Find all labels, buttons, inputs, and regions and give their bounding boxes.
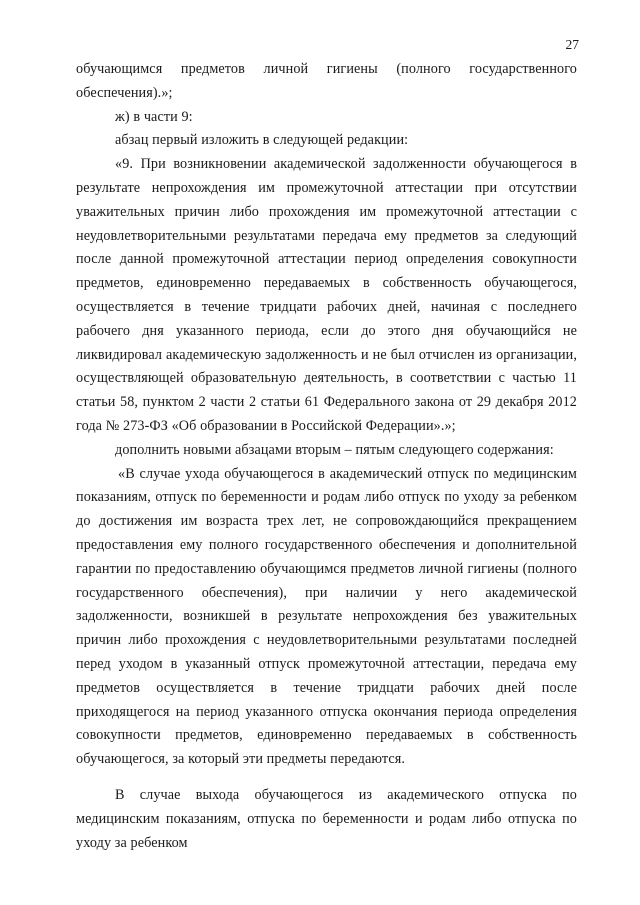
page-number: 27 [565, 37, 579, 52]
paragraph-continuation: обучающимся предметов личной гигиены (полного государственного обеспечения).»; [76, 61, 577, 101]
paragraph-part-9: «9. При возникновении академической задолженности обучающегося в результате непрохождения им промежуточной аттестации при отсутствии уважительных причин либо прохождения им промежуточной аттестации с неудовлетворительными результатами передача ему предметов за следующий после данной промежуточной аттестации период определения совокупности предметов, единовременно передаваемых в собственность обучающегося, осуществляется в течение тридцати рабочих дней, начиная с последнего рабочего дня указанного периода, если до этого дня обучающийся не ликвидировал академическую задолженность и не был отчислен из организации, осуществляющей образовательную деятельность, в соответствии с частью 11 статьи 58, пунктом 2 части 2 статьи 61 Федерального закона от 29 декабря 2012 года № 273-ФЗ «Об образовании в Российской Федерации».»; [76, 156, 577, 434]
paragraph-leave-exit: В случае выхода обучающегося из академического отпуска по медицинским показаниям, отпуска по беременности и родам либо отпуска по уходу за ребенком [76, 786, 577, 851]
paragraph-edit-instruction: абзац первый изложить в следующей редакции: [115, 132, 409, 149]
paragraph-academic-leave: «В случае ухода обучающегося в академический отпуск по медицинским показаниям, отпуск по беременности и родам либо отпуск по уходу за ребенком до достижения им возраста трех лет, не сопровождающийся прекращением предоставления ему полного государственного обеспечения и дополнительной гарантии по предоставлению обучающимся предметов личной гигиены (полного государственного обеспечения), при наличии у него академической задолженности, возникшей в результате непрохождения без уважительных причин либо прохождения с неудовлетворительными результатами последней перед уходом в указанный отпуск промежуточной аттестации, передача ему предметов осуществляется в течение тридцати рабочих дней после приходящегося на период указанного отпуска окончания периода определения совокупности предметов, единовременно передаваемых в собственность обучающегося, за который эти предметы передаются. [76, 465, 577, 768]
paragraph-add-instruction: дополнить новыми абзацами вторым – пятым следующего содержания: [115, 441, 554, 458]
paragraph-item-zh: ж) в части 9: [115, 108, 193, 125]
document-body [76, 58, 577, 855]
